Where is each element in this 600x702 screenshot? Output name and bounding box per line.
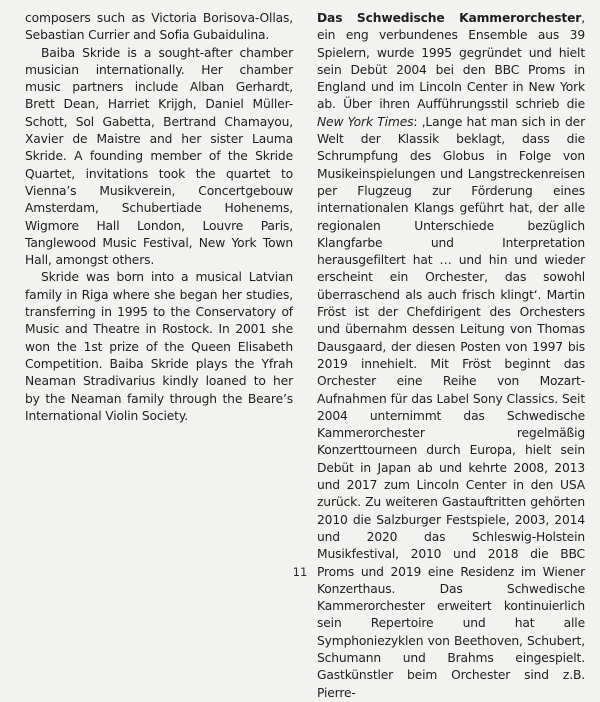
paragraph-biography: Skride was born into a musical Latvian family in Riga where she began her studies, transferring in 1995 to the Conservatory of Music and Theatre in Rostock. In 2001 she won the 1st prize of the Queen Elisabeth Competition. Baiba Skride plays the Yfrah Neaman Stradivarius kindly loaned to her by the Neaman family through the Beare’s International Violin Society.: [25, 270, 293, 423]
right-column: [317, 10, 585, 702]
page-number: 11: [292, 565, 308, 579]
orchestra-heading: Das Schwedische Kammerorchester: [317, 11, 582, 25]
paragraph-composers: composers such as Victoria Borisova-Ollas, Sebastian Currier and Sofia Gubaidulina.: [25, 11, 293, 43]
left-column: [25, 10, 293, 425]
orchestra-text-b: : ‚Lange hat man sich in der Welt der Klassik beklagt, dass die Schrumpfung des Globus in Folge von Musikeinspielungen und Langstreckenreisen per Flugzeug zur Förderung eines internationalen Klangs geführt hat, der alle regionalen Unterschiede bezüglich Klangfarbe und Interpretation herausgefiltert hat … und hin und wieder erscheint ein Orchester, das sowohl überraschend als auch frisch klingt‘. Martin Fröst ist der Chefdirigent des Orchesters und übernahm dessen Leitung von Thomas Dausgaard, der diesen Posten von 1997 bis 2019 innehielt. Mit Fröst beginnt das Orchester eine Reihe von Mozart-Aufnahmen für das Label Sony Classics. Seit 2004 unternimmt das Schwedische Kammerorchester regelmäßig Konzerttourneen durch Europa, hielt sein Debüt in Japan ab und kehrte 2008, 2013 und 2017 zum Lincoln Center in den USA zurück. Zu weiteren Gastauftritten gehörten 2010 die Salzburger Festspiele, 2003, 2014 und 2020 das Schleswig-Holstein Musikfestival, 2010 und 2018 die BBC Proms und 2019 eine Residenz im Wiener Konzerthaus. Das Schwedische Kammerorchester erweitert kontinuierlich sein Repertoire und hat alle Symphoniezyklen von Beethoven, Schubert, Schumann und Brahms eingespielt. Gastkünstler beim Orchester sind z.B. Pierre-: [317, 114, 585, 700]
paragraph-chamber-music: Baiba Skride is a sought-after chamber musician internationally. Her chamber music partners include Alban Gerhardt, Brett Dean, Harriet Krijgh, Daniel Müller-Schott, Sol Gabetta, Bertrand Chamayou, Xavier de Maistre and her sister Lauma Skride. A founding member of the Skride Quartet, invitations took the quartet to Vienna’s Musikverein, Concertgebouw Amsterdam, Schubertiade Hohenems, Wigmore Hall London, Louvre Paris, Tanglewood Music Festival, New York Town Hall, amongst others.: [25, 45, 293, 268]
paragraph-orchestra: [317, 10, 585, 702]
newspaper-title: New York Times: [317, 114, 414, 129]
orchestra-text-a: , ein eng verbundenes Ensemble aus 39 Spielern, wurde 1995 gegründet und hielt sein Debüt 2004 bei den BBC Proms in England und im Lincoln Center in New York ab. Über ihren Aufführungsstil schrieb die: [317, 11, 585, 112]
